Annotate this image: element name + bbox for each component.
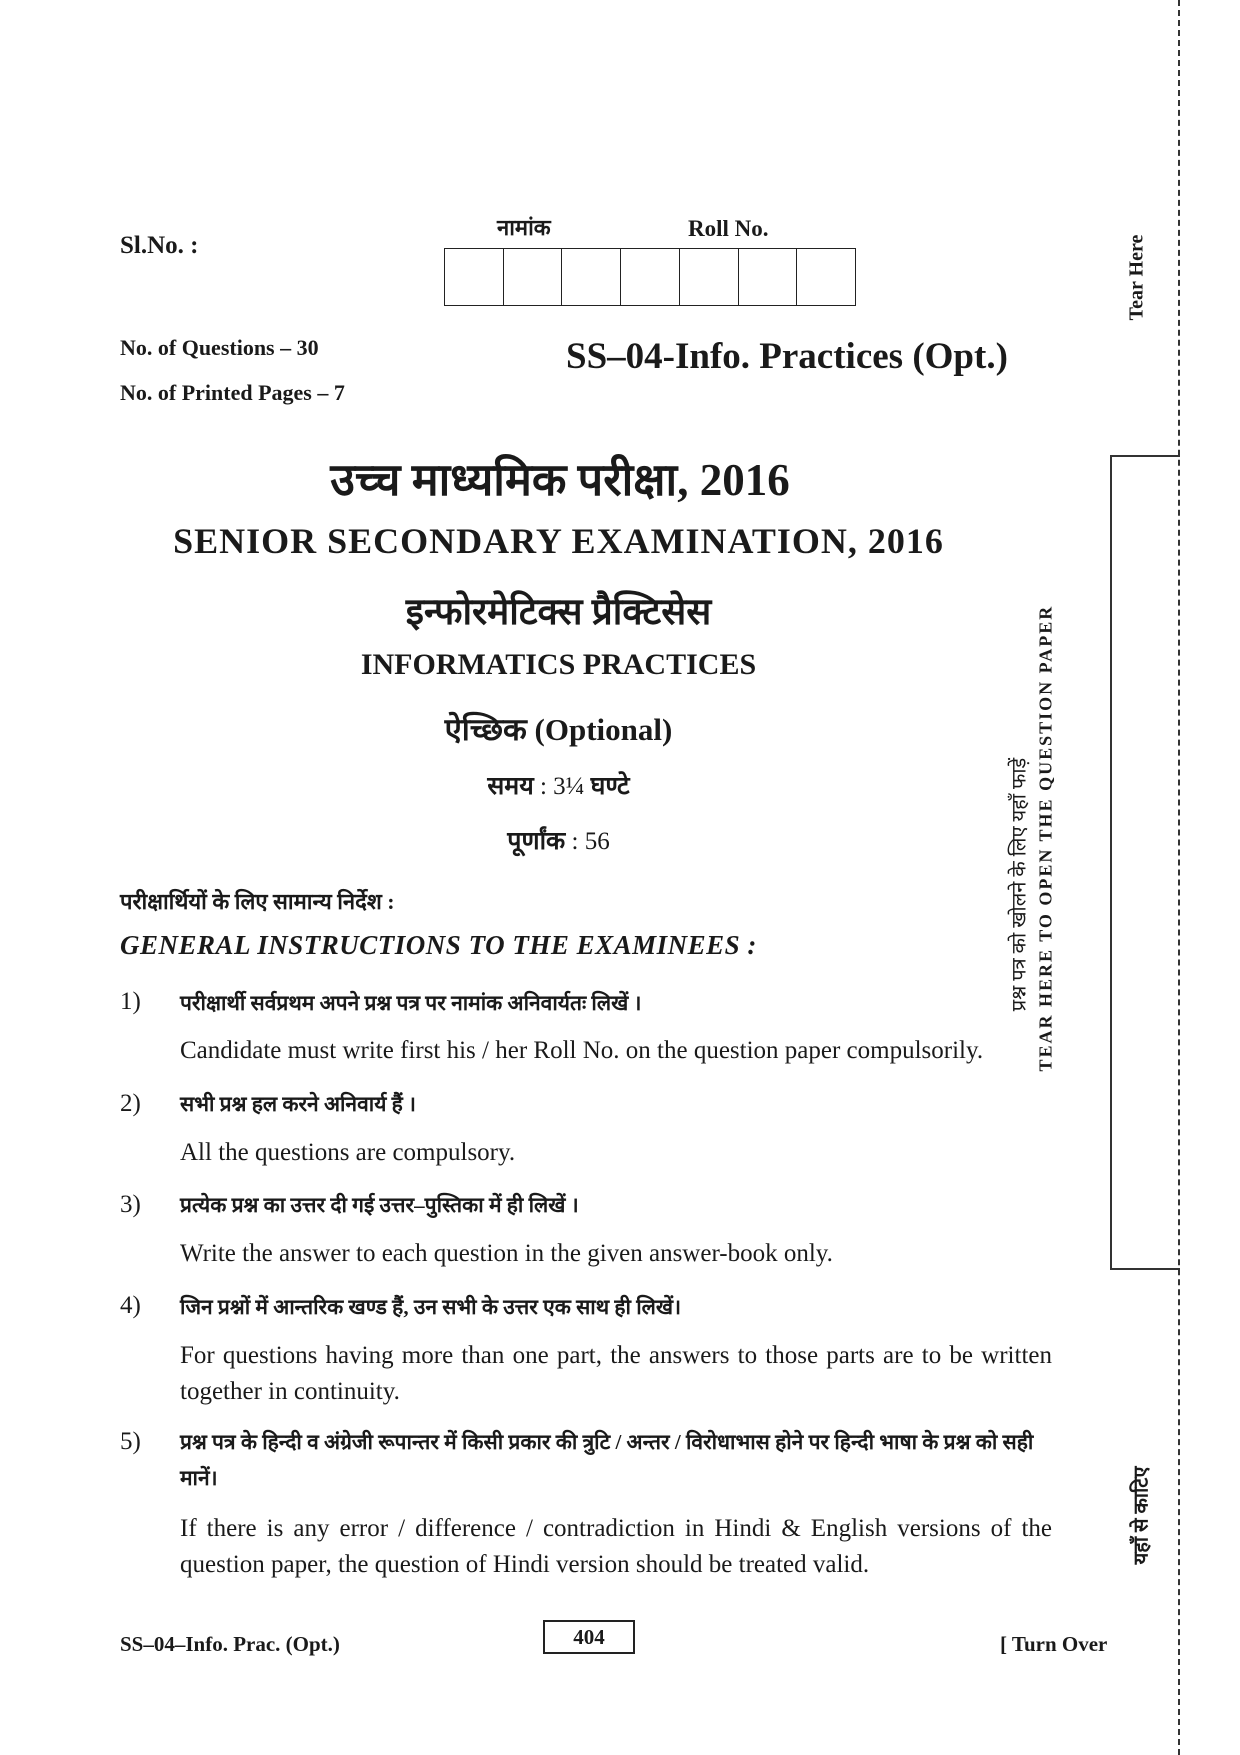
instruction-number: 4) [120,1292,141,1319]
instruction-english: Candidate must write first his / her Roll No. on the question paper compulsorily. [180,1037,984,1064]
roll-digit-box[interactable] [680,249,739,305]
instructions-heading-english: GENERAL INSTRUCTIONS TO THE EXAMINEES : [120,930,757,960]
instruction-hindi: जिन प्रश्नों में आन्तरिक खण्ड हैं, उन सभी के उत्तर एक साथ ही लिखें। [180,1295,682,1319]
time-allowed [0,768,1117,802]
footer-paper-code: SS–04–Info. Prac. (Opt.) [120,1632,340,1656]
tear-here-label: Tear Here [1125,234,1148,321]
number-of-pages: No. of Printed Pages – 7 [120,380,345,405]
roll-digit-box[interactable] [797,249,855,305]
serial-number-label: Sl.No. : [120,232,199,259]
instruction-english: All the questions are compulsory. [180,1139,516,1166]
instruction-english: For questions having more than one part, the answers to those parts are to be written together in continuity. [180,1342,1052,1405]
instruction-number: 3) [120,1191,141,1218]
paper-code: SS–04-Info. Practices (Opt.) [566,336,1008,377]
tear-instruction-box [1110,455,1180,1270]
marks-label: पूर्णांक [507,828,566,855]
instruction-hindi: सभी प्रश्न हल करने अनिवार्य हैं । [180,1092,416,1116]
instruction-number: 1) [120,988,141,1015]
instruction-hindi: परीक्षार्थी सर्वप्रथम अपने प्रश्न पत्र पर नामांक अनिवार्यतः लिखें । [180,991,642,1015]
subject-title-hindi: इन्फोरमेटिक्स प्रैक्टिसेस [405,592,712,633]
roll-digit-box[interactable] [562,249,621,305]
optional-label: ऐच्छिक (Optional) [444,712,673,747]
instruction-hindi: प्रत्येक प्रश्न का उत्तर दी गई उत्तर–पुस्तिका में ही लिखें । [180,1193,579,1217]
instruction-english: Write the answer to each question in the given answer-book only. [180,1240,833,1267]
turn-over-label: [ Turn Over [1000,1632,1108,1656]
instruction-english: If there is any error / difference / contradiction in Hindi & English versions of the question paper, the question of Hindi version should be treated valid. [180,1515,1052,1578]
instruction-hindi: प्रश्न पत्र के हिन्दी व अंग्रेजी रूपान्तर में किसी प्रकार की त्रुटि / अन्तर / विरोधाभास होने पर हिन्दी भाषा के प्रश्न को सही मानें। [180,1430,1034,1490]
tear-instruction-english: TEAR HERE TO OPEN THE QUESTION PAPER [1035,604,1056,1072]
roll-digit-box[interactable] [445,249,504,305]
exam-title-english: SENIOR SECONDARY EXAMINATION, 2016 [173,521,944,561]
time-unit: घण्टे [590,773,630,800]
number-of-questions: No. of Questions – 30 [120,335,319,360]
marks-value: : 56 [565,828,610,855]
subject-title-english: INFORMATICS PRACTICES [360,648,757,681]
cut-here-label-hindi: यहाँ से काटिए [1130,1466,1153,1565]
roll-digit-box[interactable] [739,249,798,305]
instruction-number: 5) [120,1428,141,1455]
roll-digit-box[interactable] [621,249,680,305]
time-label: समय [487,773,534,800]
roll-label-english: Roll No. [688,216,769,241]
roll-label-hindi: नामांक [497,215,551,240]
tear-instruction-hindi: प्रश्न पत्र को खोलने के लिए यहाँ फाड़ें [1008,757,1031,1012]
exam-title-hindi: उच्च माध्यमिक परीक्षा, 2016 [330,455,790,505]
time-value: : 3¼ [533,773,591,800]
roll-digit-box[interactable] [504,249,563,305]
roll-number-boxes[interactable] [444,248,856,306]
instruction-number: 2) [120,1090,141,1117]
maximum-marks [0,823,1117,857]
instructions-heading-hindi: परीक्षार्थियों के लिए सामान्य निर्देश : [120,889,395,914]
page-number-box: 404 [543,1620,635,1654]
